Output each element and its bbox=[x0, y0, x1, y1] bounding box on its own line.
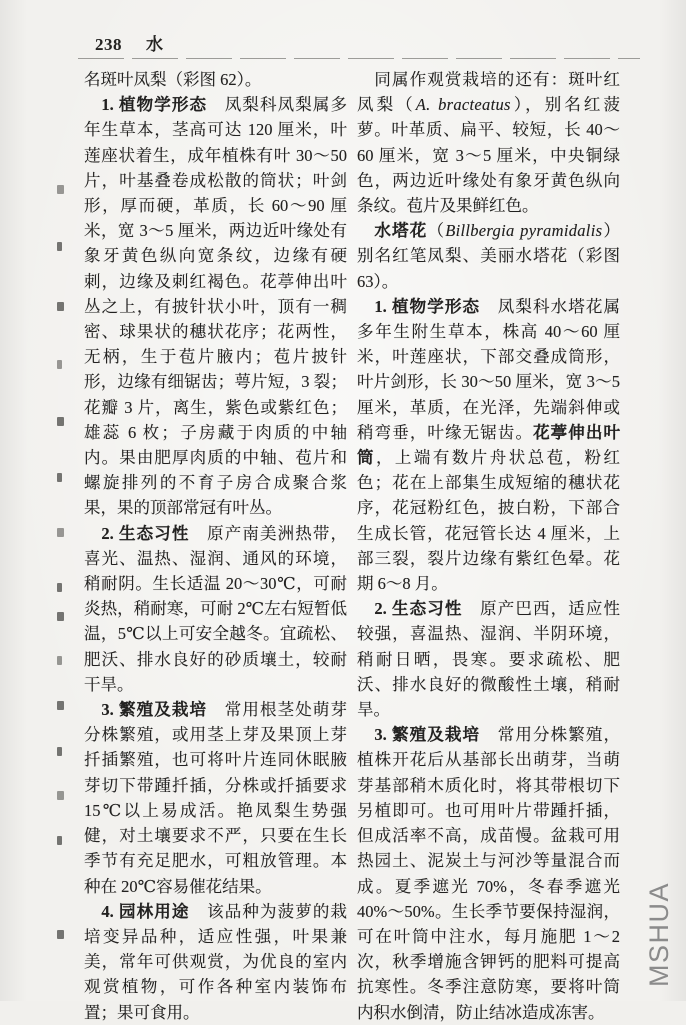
header-section-word: 水 bbox=[146, 35, 164, 54]
section-heading: 2. 生态习性 bbox=[374, 599, 463, 619]
paragraph bbox=[357, 218, 620, 294]
header-rule bbox=[78, 58, 640, 59]
page-number: 238 bbox=[95, 35, 122, 54]
text-column-right bbox=[357, 67, 620, 1025]
section-heading: 2. 生态习性 bbox=[101, 523, 190, 543]
text-segment: 常用根茎处萌芽分株繁殖，或用茎上芽及果顶上芽扦插繁殖，也可将叶片连同休眠腋芽切下带踵扦插，分株或扦插要求 15℃以上易成活。艳凤梨生势强健，对土壤要求不严，只要在生长季节有充足肥水，可粗放管理。本种在 20℃容易催花结果。 bbox=[84, 700, 348, 896]
scan-artifact-mark bbox=[57, 583, 62, 592]
paragraph bbox=[357, 596, 620, 722]
text-segment: 名斑叶凤梨（彩图 62）。 bbox=[84, 70, 262, 89]
scan-artifact-mark bbox=[57, 242, 62, 251]
section-heading: 花葶伸出叶筒 bbox=[357, 422, 621, 468]
scan-artifact-mark bbox=[57, 656, 62, 665]
scan-artifact-mark bbox=[57, 360, 62, 369]
text-segment: 常用分株繁殖，植株开花后从基部长出萌芽，当萌芽基部稍木质化时，将其带根切下另植即可。也可用叶片带踵扦插，但成活率不高，成苗慢。盆栽可用热园土、泥炭土与河沙等量混合而成。夏季遮光 70%，冬春季遮光 40%～50%。生长季节要保持湿润，可在叶筒中注水，每月施肥 1～2 次，秋季增施含钾钙的肥料可提高抗寒性。冬季注意防寒，要将叶筒内积水倒清，防止结冰造成冻害。 bbox=[357, 725, 621, 1022]
section-heading: 1. 植物学形态 bbox=[374, 296, 481, 316]
scan-artifact-mark bbox=[57, 417, 64, 426]
text-segment: 该品种为菠萝的栽培变异品种，适应性强，叶果兼美，常年可供观赏，为优良的室内观赏植物，可作各种室内装饰布置；果可食用。 bbox=[84, 901, 348, 1022]
scan-artifact-mark bbox=[57, 747, 62, 756]
text-column-left bbox=[84, 67, 347, 1025]
paragraph bbox=[84, 899, 347, 1025]
scan-artifact-mark bbox=[57, 836, 62, 845]
section-heading: 水塔花 bbox=[374, 221, 428, 241]
text-segment: （ bbox=[427, 221, 446, 241]
section-heading: 3. 繁殖及栽培 bbox=[374, 725, 481, 745]
paragraph bbox=[357, 722, 620, 1024]
text-segment: 凤梨科凤梨属多年生草本，茎高可达 120 厘米，叶莲座状着生，成年植株有叶 30～50 片，叶基叠卷成松散的筒状；叶剑形，厚而硬，革质，长 60～90 厘米，宽 3～5 厘米，两边近叶缘处有象牙黄色纵向宽条纹，边缘有硬刺，边缘及刺红褐色。花葶伸出叶丛之上，有披针状小叶，顶有一稠密、球果状的穗状花序；花两性，无柄，生于苞片腋内；苞片披针形，边缘有细锯齿；萼片短，3 裂；花瓣 3 片，离生，紫色或紫红色；雄蕊 6 枚；子房藏于肉质的中轴内。果由肥厚肉质的中轴、苞片和螺旋排列的不育子房合成聚合浆果，果的顶部常冠有叶丛。 bbox=[84, 95, 348, 518]
latin-species-name: A. bracteatus bbox=[415, 95, 511, 115]
paragraph bbox=[84, 67, 347, 92]
watermark: MSHUA bbox=[644, 881, 674, 987]
text-segment: 同属作观赏栽培的还有：斑叶红凤梨（ bbox=[357, 70, 620, 115]
scan-artifact-mark bbox=[57, 185, 64, 194]
text-segment: ，上端有数片舟状总苞，粉红色；花在上部集生成短缩的穗状花序，花冠粉红色，披白粉，下部合生成长管，花冠管长达 4 厘米，上部三裂，裂片边缘有紫红色晕。花期 6～8 月。 bbox=[357, 448, 621, 594]
paragraph bbox=[357, 294, 620, 596]
section-heading: 4. 园林用途 bbox=[101, 901, 190, 921]
text-segment: 原产南美洲热带，喜光、温热、湿润、通风的环境，稍耐阴。生长适温 20～30℃，可耐炎热，稍耐寒，可耐 2℃左右短暂低温，5℃以上可安全越冬。宜疏松、肥沃、排水良好的砂质壤土，较耐干旱。 bbox=[84, 523, 348, 694]
running-header bbox=[95, 30, 164, 55]
paragraph bbox=[84, 521, 347, 697]
text-segment: ）别名红笔凤梨、美丽水塔花（彩图 63）。 bbox=[357, 221, 621, 291]
section-heading: 3. 繁殖及栽培 bbox=[101, 700, 208, 720]
scan-artifact-mark bbox=[57, 473, 62, 482]
text-segment: 原产巴西，适应性较强，喜温热、湿润、半阴环境，稍耐日晒，畏寒。要求疏松、肥沃、排水良好的微酸性土壤，稍耐旱。 bbox=[357, 599, 621, 720]
section-heading: 1. 植物学形态 bbox=[101, 95, 208, 115]
paragraph bbox=[357, 67, 620, 218]
scan-artifact-mark bbox=[57, 528, 64, 537]
scan-artifact-mark bbox=[57, 791, 64, 800]
scan-artifact-mark bbox=[57, 701, 64, 710]
text-segment: ），别名红菠萝。叶革质、扁平、较短，长 40～60 厘米，宽 3～5 厘米，中央铜绿色，两边近叶缘处有象牙黄色纵向条纹。苞片及果鲜红色。 bbox=[357, 95, 621, 216]
latin-species-name: Billbergia pyramidalis bbox=[445, 221, 603, 241]
scan-artifact-mark bbox=[57, 302, 64, 311]
paragraph bbox=[84, 697, 347, 899]
scan-artifact-mark bbox=[57, 930, 64, 939]
paragraph bbox=[84, 92, 347, 520]
text-segment: 凤梨科水塔花属多年生附生草本，株高 40～60 厘米，叶莲座状，下部交叠成筒形，叶片剑形，长 30～50 厘米，宽 3～5 厘米，革质，在光泽，先端斜伸或稍弯垂，叶缘无锯齿。 bbox=[357, 296, 621, 442]
scan-artifact-mark bbox=[57, 612, 64, 621]
